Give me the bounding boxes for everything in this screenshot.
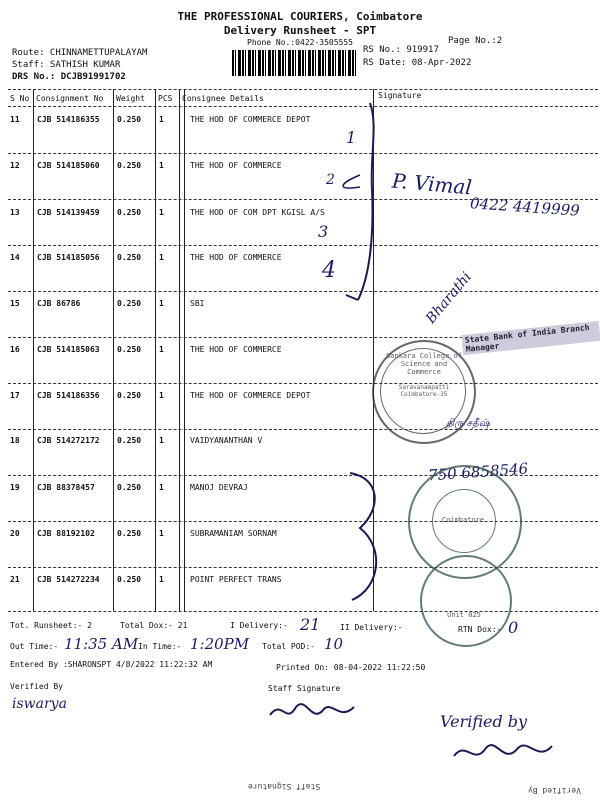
runsheet-title: Delivery Runsheet - SPT [223, 24, 377, 37]
row-sno: 17 [10, 391, 20, 400]
row-pcs: 1 [159, 115, 164, 124]
row-pcs: 1 [159, 436, 164, 445]
tamil-signature: திரு சதீஷ் [446, 418, 490, 429]
mirrored-verified-by: Verified By [528, 786, 581, 795]
handwritten-phone-2: 750 6858546 [427, 459, 529, 485]
row-consignment: CJB 514272234 [37, 575, 100, 584]
page-number: Page No.:2 [448, 36, 503, 46]
row-sno: 14 [10, 253, 20, 262]
row-weight: 0.250 [117, 161, 142, 170]
row-consignee: SUBRAMANIAM SORNAM [190, 529, 277, 538]
row-consignee: MANOJ DEVRAJ [190, 483, 248, 492]
col-line [155, 89, 156, 611]
row-consignment: CJB 514185056 [37, 253, 100, 262]
row-pcs: 1 [159, 253, 164, 262]
col-signature: Signature [378, 91, 422, 100]
row-weight: 0.250 [117, 345, 142, 354]
row-consignment: CJB 514186355 [37, 115, 100, 124]
mirrored-staff-signature: Staff Signature [248, 782, 321, 791]
row-consignment: CJB 514186356 [37, 391, 100, 400]
col-line [179, 89, 180, 611]
total-dox: Total Dox:- 21 [120, 621, 188, 630]
signature-bharathi: Bharathi [422, 269, 475, 327]
row-consignee: THE HOD OF COMMERCE [190, 161, 282, 170]
header-top-rule [8, 89, 598, 90]
col-pcs: PCS [158, 94, 173, 103]
handwritten-verified-by: Verified by [440, 712, 528, 731]
row-weight: 0.250 [117, 299, 142, 308]
col-consignment: Consignment No [36, 94, 104, 103]
row-pcs: 1 [159, 299, 164, 308]
printed-on: Printed On: 08-04-2022 11:22:50 [276, 663, 426, 672]
col-line [113, 89, 114, 611]
hand-mark-1: 1 [346, 128, 357, 147]
row-consignee: THE HOD OF COMMERCE DEPOT [190, 391, 311, 400]
row-consignee: THE HOD OF COMMERCE [190, 345, 282, 354]
row-sno: 15 [10, 299, 20, 308]
college-seal [372, 340, 476, 444]
hand-mark-4: 4 [322, 258, 336, 283]
row-weight: 0.250 [117, 436, 142, 445]
row-sno: 19 [10, 483, 20, 492]
verified-by-label: Verified By [10, 682, 63, 691]
row-rule [8, 567, 598, 568]
row-pcs: 1 [159, 483, 164, 492]
phone-number: Phone No.:0422-3505555 [247, 38, 353, 47]
col-line [184, 89, 185, 611]
trust-seal-text: Coimbatore [441, 516, 485, 524]
row-rule [8, 383, 598, 384]
row-consignment: CJB 514272172 [37, 436, 100, 445]
staff-signature-scribble [262, 695, 362, 731]
college-seal-text: Sankara College of Science and Commerce [386, 352, 462, 376]
bottom-seal-text: Unit 025 [447, 611, 481, 619]
ii-delivery-label: II Delivery:- [340, 623, 403, 632]
i-delivery-value: 21 [300, 615, 321, 634]
in-time-label: In Time:- [138, 642, 182, 651]
row-consignment: CJB 514185060 [37, 161, 100, 170]
row-sno: 16 [10, 345, 20, 354]
total-pod-label: Total POD:- [262, 642, 315, 651]
row-consignment: CJB 88378457 [37, 483, 95, 492]
row-consignment: CJB 86786 [37, 299, 81, 308]
row-weight: 0.250 [117, 208, 142, 217]
col-sno: S No [10, 94, 30, 103]
total-pod-value: 10 [324, 635, 344, 653]
rtn-dox-label: RTN Dox:- [458, 625, 502, 634]
row-consignee: SBI [190, 299, 205, 308]
college-seal-city: Saravanampatti Coimbatore-35 [398, 384, 450, 398]
row-consignee: THE HOD OF COM DPT KGISL A/S [190, 208, 325, 217]
row-pcs: 1 [159, 391, 164, 400]
col-consignee: Consignee Details [182, 94, 264, 103]
rs-number: RS No.: 919917 [363, 45, 439, 55]
handwritten-phone-1: 0422 4419999 [469, 194, 581, 220]
row-weight: 0.250 [117, 115, 142, 124]
company-name: THE PROFESSIONAL COURIERS, Coimbatore [177, 10, 423, 23]
out-time-label: Out Time:- [10, 642, 59, 651]
row-sno: 21 [10, 575, 20, 584]
row-pcs: 1 [159, 208, 164, 217]
i-delivery-label: I Delivery:- [230, 621, 288, 630]
row-pcs: 1 [159, 529, 164, 538]
col-line [33, 89, 34, 611]
out-time-value: 11:35 AM [64, 635, 139, 653]
row-pcs: 1 [159, 575, 164, 584]
in-time-value: 1:20PM [190, 635, 250, 653]
staff-signature-label: Staff Signature [268, 684, 341, 693]
col-weight: Weight [116, 94, 145, 103]
row-weight: 0.250 [117, 253, 142, 262]
row-weight: 0.250 [117, 575, 142, 584]
total-runsheet: Tot. Runsheet:- 2 [10, 621, 92, 630]
row-sno: 13 [10, 208, 20, 217]
row-weight: 0.250 [117, 391, 142, 400]
row-consignee: VAIDYANANTHAN V [190, 436, 263, 445]
route: Route: CHINNAMETTUPALAYAM [12, 48, 148, 58]
row-pcs: 1 [159, 161, 164, 170]
staff-name: Staff: SATHISH KUMAR [12, 60, 121, 70]
row-consignee: POINT PERFECT TRANS [190, 575, 282, 584]
row-sno: 11 [10, 115, 20, 124]
verified-by-name: iswarya [12, 696, 67, 712]
row-sno: 20 [10, 529, 20, 538]
row-pcs: 1 [159, 345, 164, 354]
row-consignee: THE HOD OF COMMERCE [190, 253, 282, 262]
signature-p-vimal: P. Vimal [391, 168, 473, 200]
signature-bracket-scribble-2 [340, 468, 400, 608]
row-sno: 18 [10, 436, 20, 445]
row-consignment: CJB 514139459 [37, 208, 100, 217]
row-sno: 12 [10, 161, 20, 170]
bank-stamp: State Bank of India Branch Manager [461, 321, 600, 355]
row-consignment: CJB 514185063 [37, 345, 100, 354]
rtn-dox-value: 0 [508, 618, 519, 637]
row-weight: 0.250 [117, 529, 142, 538]
hand-mark-2: 2 [326, 172, 335, 188]
signature-bracket-scribble [300, 95, 420, 315]
drs-number: DRS No.: DCJB91991702 [12, 72, 126, 82]
verifier-signature-scribble [448, 734, 558, 772]
barcode [232, 50, 357, 76]
row-weight: 0.250 [117, 483, 142, 492]
row-rule [8, 429, 598, 430]
row-consignment: CJB 88192102 [37, 529, 95, 538]
rs-date: RS Date: 08-Apr-2022 [363, 58, 472, 68]
row-consignee: THE HOD OF COMMERCE DEPOT [190, 115, 311, 124]
entered-by: Entered By :SHARONSPT 4/8/2022 11:22:32 AM [10, 660, 213, 669]
hand-mark-3: 3 [318, 222, 329, 241]
